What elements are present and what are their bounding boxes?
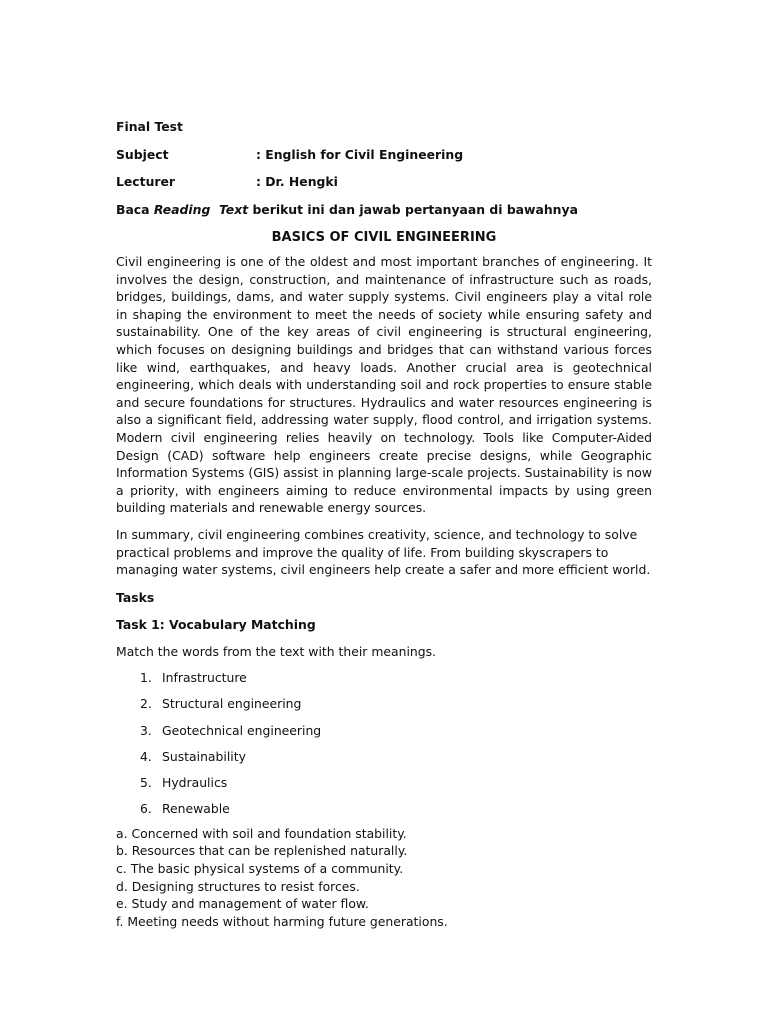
- meaning-item: a. Concerned with soil and foundation stability.: [116, 825, 407, 841]
- test-title-row: [116, 113, 652, 141]
- instruction-suffix: berikut ini dan jawab pertanyaan di bawahnya: [248, 201, 578, 217]
- list-item: [116, 665, 652, 691]
- task1-heading: Task 1: Vocabulary Matching: [116, 616, 316, 632]
- document-page: [116, 113, 652, 930]
- reading-instruction: [116, 196, 652, 224]
- list-item: [116, 717, 652, 743]
- test-title: Final Test: [116, 119, 183, 135]
- list-item-text: Sustainability: [162, 748, 246, 764]
- lecturer-row: [116, 168, 652, 196]
- subject-value: : English for Civil Engineering: [256, 146, 464, 162]
- list-item-number: 4.: [140, 748, 152, 764]
- list-item-text: Geotechnical engineering: [162, 722, 322, 738]
- instruction-prefix: Baca: [116, 201, 154, 217]
- list-item: [116, 796, 652, 822]
- subject-label: Subject: [116, 146, 169, 162]
- list-item-number: 1.: [140, 670, 152, 686]
- list-item-text: Renewable: [162, 801, 230, 817]
- meanings-list: [116, 825, 652, 931]
- meaning-item: d. Designing structures to resist forces.: [116, 878, 360, 894]
- tasks-heading: Tasks: [116, 589, 155, 605]
- list-item: [116, 769, 652, 795]
- task1-instruction: Match the words from the text with their meanings.: [116, 643, 437, 659]
- list-item-number: 3.: [140, 722, 152, 738]
- vocabulary-list: [116, 665, 652, 822]
- reading-paragraph-1: Civil engineering is one of the oldest and most important branches of engineering. It involves the design, construction, and maintenance of infrastructure such as roads, bridges, buildings, dams, and water supply systems. Civil engineers play a vital role in shaping the environment to meet the needs of society while ensuring safety and sustainability. One of the key areas of civil engineering is structural engineering, which focuses on designing buildings and bridges that can withstand various forces like wind, earthquakes, and heavy loads. Another crucial area is geotechnical engineering, which deals with understanding soil and rock properties to ensure stable and secure foundations for structures. Hydraulics and water resources engineering is also a significant field, addressing water supply, flood control, and irrigation systems. Modern civil engineering relies heavily on technology. Tools like Computer-Aided Design (CAD) software help engineers create precise designs, while Geographic Information Systems (GIS) assist in planning large-scale projects. Sustainability is now a priority, with engineers aiming to reduce environmental impacts by using green building materials and renewable energy sources.: [116, 254, 652, 516]
- meaning-item: c. The basic physical systems of a community.: [116, 861, 404, 876]
- list-item-number: 6.: [140, 801, 152, 817]
- reading-paragraph-2: In summary, civil engineering combines creativity, science, and technology to solve practical problems and improve the quality of life. From building skyscrapers to managing water systems, civil engineers help create a safer and more efficient world.: [116, 526, 651, 578]
- list-item-number: 2.: [140, 696, 152, 712]
- meaning-item: b. Resources that can be replenished naturally.: [116, 843, 408, 859]
- meaning-item: f. Meeting needs without harming future generations.: [116, 913, 448, 929]
- meaning-item: e. Study and management of water flow.: [116, 896, 369, 912]
- list-item-text: Hydraulics: [162, 775, 228, 791]
- list-item-text: Structural engineering: [162, 696, 302, 712]
- instruction-italic: Reading Text: [153, 201, 249, 217]
- list-item-number: 5.: [140, 775, 152, 791]
- subject-row: [116, 141, 652, 169]
- lecturer-value: : Dr. Hengki: [256, 174, 338, 190]
- list-item: [116, 691, 652, 717]
- list-item-text: Infrastructure: [162, 670, 247, 686]
- list-item: [116, 743, 652, 769]
- lecturer-label: Lecturer: [116, 174, 176, 190]
- reading-title: BASICS OF CIVIL ENGINEERING: [271, 229, 497, 245]
